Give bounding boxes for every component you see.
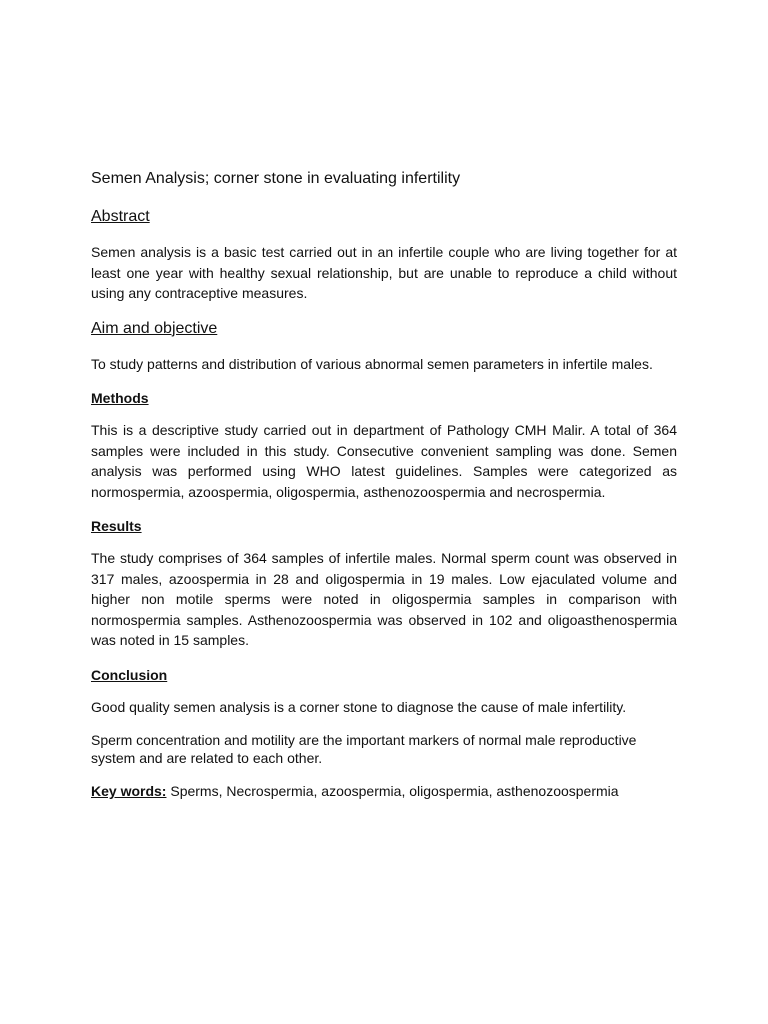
conclusion-heading: Conclusion xyxy=(91,666,168,683)
keywords-text: Sperms, Necrospermia, azoospermia, oligospermia, asthenozoospermia xyxy=(170,783,619,799)
conclusion-text-1: Good quality semen analysis is a corner stone to diagnose the cause of male infertility. xyxy=(91,698,627,715)
keywords-label: Key words: xyxy=(91,783,167,799)
methods-text: This is a descriptive study carried out in department of Pathology CMH Malir. A total of 364 samples were included in this study. Consecutive convenient sampling was done. Semen analysis was performed using WHO latest guidelines. Samples were categorized as normospermia, azoospermia, oligospermia, asthenozoospermia and necrospermia. xyxy=(91,422,677,500)
methods-heading: Methods xyxy=(91,390,149,406)
conclusion-text-2: Sperm concentration and motility are the important markers of normal male reproductive system and are related to each other. xyxy=(91,732,637,766)
abstract-heading: Abstract xyxy=(91,208,150,225)
paper-title: Semen Analysis; corner stone in evaluating infertility xyxy=(91,170,461,187)
aim-text: To study patterns and distribution of various abnormal semen parameters in infertile males. xyxy=(91,355,653,372)
keywords-line xyxy=(91,781,677,802)
results-heading: Results xyxy=(91,518,142,534)
results-text: The study comprises of 364 samples of infertile males. Normal sperm count was observed in 317 males, azoospermia in 28 and oligospermia in 19 males. Low ejaculated volume and higher non motile sperms were noted in oligospermia samples in comparison with normospermia samples. Asthenozoospermia was observed in 102 and oligoasthenospermia was noted in 15 samples. xyxy=(91,550,677,648)
aim-heading: Aim and objective xyxy=(91,319,218,337)
document-page xyxy=(91,168,677,816)
abstract-text: Semen analysis is a basic test carried out in an infertile couple who are living together for at least one year with healthy sexual relationship, but are unable to reproduce a child without using any contraceptive measures. xyxy=(91,244,677,301)
